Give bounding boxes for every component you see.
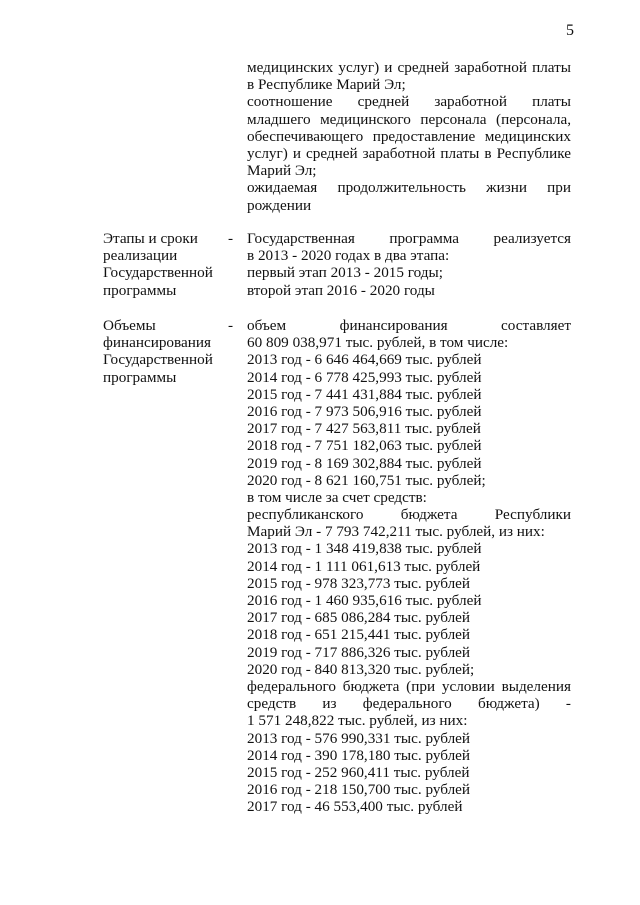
continuation-text bbox=[247, 59, 571, 214]
text-line: 2019 год - 8 169 302,884 тыс. рублей bbox=[247, 454, 482, 472]
stages-label bbox=[103, 230, 223, 299]
text-line: 2018 год - 7 751 182,063 тыс. рублей bbox=[247, 437, 482, 455]
text-line: 2015 год - 978 323,773 тыс. рублей bbox=[247, 574, 471, 592]
text-line: 2018 год - 651 215,441 тыс. рублей bbox=[247, 626, 471, 644]
text-line: Марий Эл; bbox=[247, 162, 317, 180]
text-line: младшего медицинского персонала (персонала, bbox=[247, 110, 571, 128]
label-line: реализации bbox=[103, 247, 178, 265]
page-number: 5 bbox=[566, 22, 574, 39]
text-line: 2015 год - 7 441 431,884 тыс. рублей bbox=[247, 385, 482, 403]
text-line: 2017 год - 46 553,400 тыс. рублей bbox=[247, 798, 463, 816]
label-line: программы bbox=[103, 368, 177, 386]
text-line: услуг) и средней заработной платы в Республике bbox=[247, 144, 571, 162]
label-line: Этапы и сроки bbox=[103, 230, 198, 247]
label-line: Государственной bbox=[103, 351, 213, 369]
text-line: средств из федерального бюджета) - bbox=[247, 695, 571, 713]
text-line: рождении bbox=[247, 196, 312, 214]
text-line: в том числе за счет средств: bbox=[247, 488, 427, 506]
text-line: 2020 год - 840 813,320 тыс. рублей; bbox=[247, 660, 475, 678]
label-line: Государственной bbox=[103, 264, 213, 282]
text-line: Государственная программа реализуется bbox=[247, 230, 571, 247]
text-line: 2016 год - 1 460 935,616 тыс. рублей bbox=[247, 592, 482, 609]
funding-text bbox=[247, 317, 571, 815]
label-line: финансирования bbox=[103, 334, 211, 352]
funding-dash: - bbox=[228, 317, 234, 334]
text-line: 2017 год - 685 086,284 тыс. рублей bbox=[247, 609, 471, 627]
text-line: 2013 год - 1 348 419,838 тыс. рублей bbox=[247, 540, 482, 558]
text-line: 2014 год - 390 178,180 тыс. рублей bbox=[247, 746, 471, 764]
label-line: Объемы bbox=[103, 317, 156, 334]
funding-label bbox=[103, 317, 223, 386]
text-line: в 2013 - 2020 годах в два этапа: bbox=[247, 247, 450, 265]
text-line: объем финансирования составляет bbox=[247, 317, 571, 334]
text-line: 2013 год - 6 646 464,669 тыс. рублей bbox=[247, 351, 482, 369]
stages-dash: - bbox=[228, 230, 234, 247]
text-line: 2016 год - 7 973 506,916 тыс. рублей bbox=[247, 402, 482, 420]
text-line: соотношение средней заработной платы bbox=[247, 93, 571, 111]
label-line: программы bbox=[103, 281, 177, 299]
text-line: 2019 год - 717 886,326 тыс. рублей bbox=[247, 643, 471, 661]
text-line: 2013 год - 576 990,331 тыс. рублей bbox=[247, 729, 471, 747]
text-line: 2020 год - 8 621 160,751 тыс. рублей; bbox=[247, 471, 486, 489]
text-line: 2016 год - 218 150,700 тыс. рублей bbox=[247, 781, 471, 799]
text-line: ожидаемая продолжительность жизни при bbox=[247, 179, 571, 197]
text-line: обеспечивающего предоставление медицинских bbox=[247, 127, 571, 145]
stages-text bbox=[247, 230, 571, 299]
text-line: 2014 год - 1 111 061,613 тыс. рублей bbox=[247, 557, 481, 575]
text-line: 2014 год - 6 778 425,993 тыс. рублей bbox=[247, 368, 482, 386]
text-line: федерального бюджета (при условии выделения bbox=[247, 677, 571, 695]
text-line: медицинских услуг) и средней заработной платы bbox=[247, 59, 571, 76]
text-line: Марий Эл - 7 793 742,211 тыс. рублей, из них: bbox=[247, 523, 545, 541]
text-line: 60 809 038,971 тыс. рублей, в том числе: bbox=[247, 334, 509, 352]
text-line: 2015 год - 252 960,411 тыс. рублей bbox=[247, 763, 470, 781]
text-line: республиканского бюджета Республики bbox=[247, 506, 571, 524]
text-line: второй этап 2016 - 2020 годы bbox=[247, 281, 435, 299]
text-line: 1 571 248,822 тыс. рублей, из них: bbox=[247, 712, 468, 730]
text-line: в Республике Марий Эл; bbox=[247, 76, 406, 94]
text-line: 2017 год - 7 427 563,811 тыс. рублей bbox=[247, 420, 481, 438]
text-line: первый этап 2013 - 2015 годы; bbox=[247, 264, 443, 282]
